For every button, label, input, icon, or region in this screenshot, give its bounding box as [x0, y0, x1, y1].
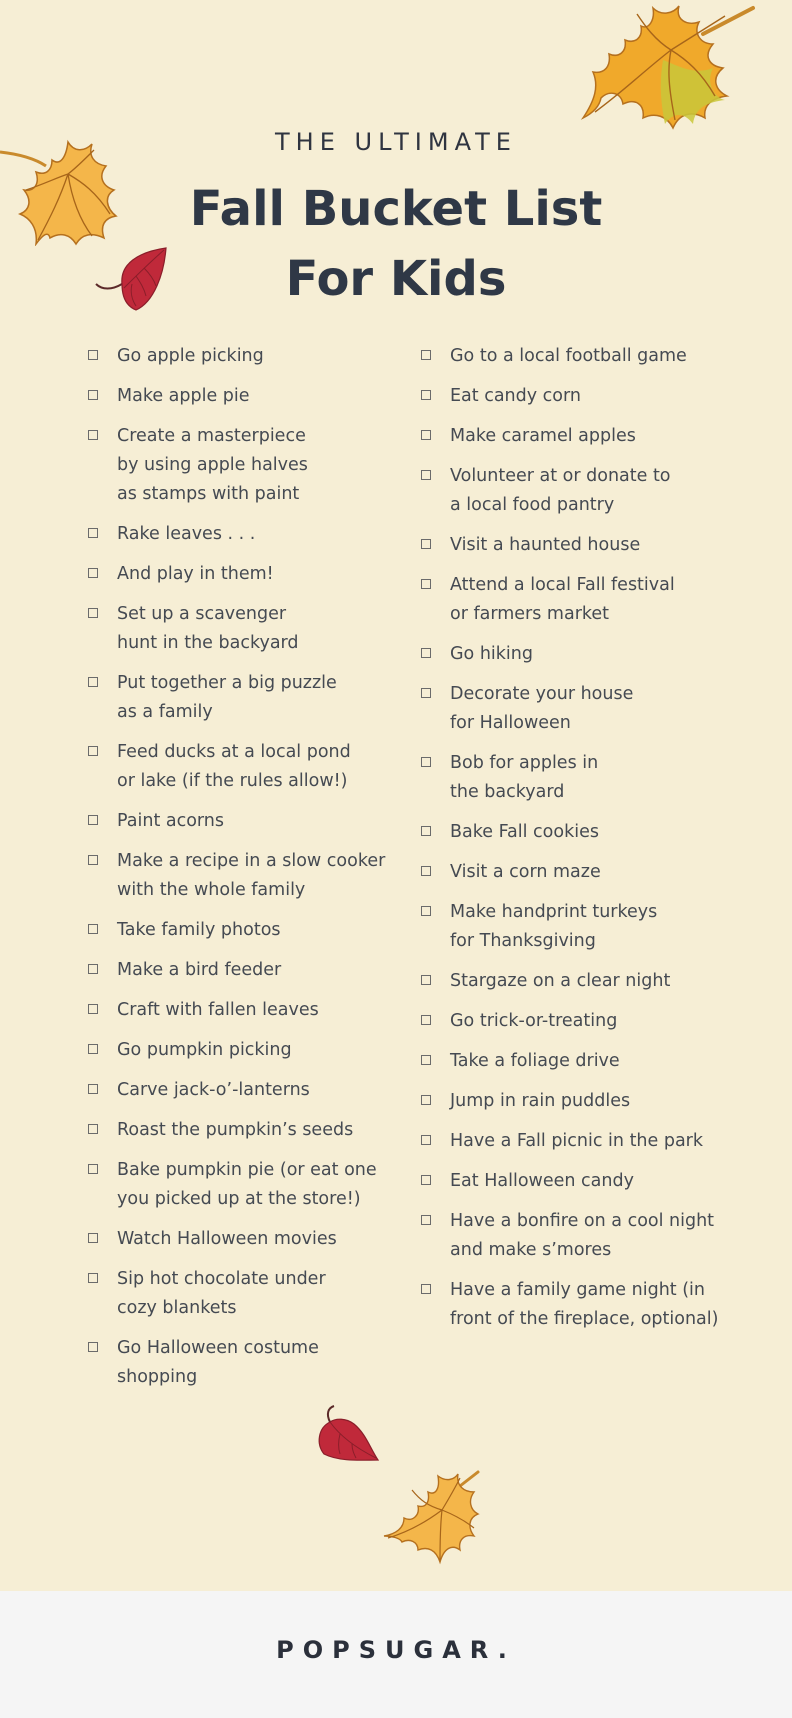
- checklist-item[interactable]: Attend a local Fall festival or farmers market: [421, 571, 761, 629]
- checkbox-icon[interactable]: [88, 746, 98, 756]
- checkbox-icon[interactable]: [88, 1233, 98, 1243]
- checklist-item[interactable]: Visit a corn maze: [421, 858, 761, 887]
- checkbox-icon[interactable]: [421, 1015, 431, 1025]
- checkbox-icon[interactable]: [421, 390, 431, 400]
- checkbox-icon[interactable]: [421, 1055, 431, 1065]
- checklist-item[interactable]: Eat candy corn: [421, 382, 761, 411]
- checkbox-icon[interactable]: [421, 866, 431, 876]
- checklist-item[interactable]: Have a family game night (in front of the fireplace, optional): [421, 1276, 761, 1334]
- checkbox-icon[interactable]: [421, 826, 431, 836]
- checklist-item[interactable]: Go apple picking: [88, 342, 388, 371]
- checkbox-icon[interactable]: [88, 677, 98, 687]
- checkbox-icon[interactable]: [421, 1284, 431, 1294]
- checklist-item[interactable]: Go pumpkin picking: [88, 1036, 388, 1065]
- checklist-item[interactable]: Go trick-or-treating: [421, 1007, 761, 1036]
- checklist-item[interactable]: Go Halloween costume shopping: [88, 1334, 388, 1392]
- checklist-item[interactable]: Bake Fall cookies: [421, 818, 761, 847]
- checkbox-icon[interactable]: [421, 975, 431, 985]
- checklist-item[interactable]: Roast the pumpkin’s seeds: [88, 1116, 388, 1145]
- page-title: [0, 174, 792, 314]
- checklist-item[interactable]: Watch Halloween movies: [88, 1225, 388, 1254]
- checkbox-icon[interactable]: [88, 924, 98, 934]
- checkbox-icon[interactable]: [88, 815, 98, 825]
- checkbox-icon[interactable]: [88, 568, 98, 578]
- checkbox-icon[interactable]: [88, 608, 98, 618]
- checkbox-icon[interactable]: [421, 688, 431, 698]
- checklist-item[interactable]: Set up a scavenger hunt in the backyard: [88, 600, 388, 658]
- checkbox-icon[interactable]: [421, 1215, 431, 1225]
- checklist-item[interactable]: Create a masterpiece by using apple halves as stamps with paint: [88, 422, 388, 509]
- checkbox-icon[interactable]: [88, 1124, 98, 1134]
- checklist-right-column: [421, 342, 761, 1345]
- checklist-item[interactable]: Make a recipe in a slow cooker with the whole family: [88, 847, 388, 905]
- checklist-item[interactable]: Rake leaves . . .: [88, 520, 388, 549]
- checklist-item[interactable]: Eat Halloween candy: [421, 1167, 761, 1196]
- brand-logo[interactable]: POPSUGAR.: [276, 1636, 516, 1664]
- checkbox-icon[interactable]: [88, 1273, 98, 1283]
- checkbox-icon[interactable]: [88, 964, 98, 974]
- maple-leaf-icon: [575, 0, 760, 140]
- checklist-left-column: [88, 342, 388, 1403]
- checkbox-icon[interactable]: [88, 855, 98, 865]
- checkbox-icon[interactable]: [88, 528, 98, 538]
- checklist-item[interactable]: Feed ducks at a local pond or lake (if the rules allow!): [88, 738, 388, 796]
- checklist-item[interactable]: Sip hot chocolate under cozy blankets: [88, 1265, 388, 1323]
- checklist-item[interactable]: And play in them!: [88, 560, 388, 589]
- checklist-item[interactable]: Have a bonfire on a cool night and make s’mores: [421, 1207, 761, 1265]
- checklist-item[interactable]: Carve jack-o’-lanterns: [88, 1076, 388, 1105]
- checklist-item[interactable]: Paint acorns: [88, 807, 388, 836]
- checkbox-icon[interactable]: [421, 757, 431, 767]
- checklist-item[interactable]: Volunteer at or donate to a local food pantry: [421, 462, 761, 520]
- checkbox-icon[interactable]: [88, 1004, 98, 1014]
- checklist-item[interactable]: Put together a big puzzle as a family: [88, 669, 388, 727]
- checkbox-icon[interactable]: [421, 470, 431, 480]
- checklist-item[interactable]: Make handprint turkeys for Thanksgiving: [421, 898, 761, 956]
- title-line-2: For Kids: [285, 251, 507, 307]
- checkbox-icon[interactable]: [88, 430, 98, 440]
- checklist-item[interactable]: Stargaze on a clear night: [421, 967, 761, 996]
- checkbox-icon[interactable]: [421, 539, 431, 549]
- checkbox-icon[interactable]: [421, 579, 431, 589]
- checklist-item[interactable]: Jump in rain puddles: [421, 1087, 761, 1116]
- checkbox-icon[interactable]: [421, 648, 431, 658]
- checkbox-icon[interactable]: [88, 1044, 98, 1054]
- checklist-item[interactable]: Bake pumpkin pie (or eat one you picked up at the store!): [88, 1156, 388, 1214]
- eyebrow-text: THE ULTIMATE: [275, 128, 517, 156]
- checkbox-icon[interactable]: [88, 390, 98, 400]
- checklist-item[interactable]: Decorate your house for Halloween: [421, 680, 761, 738]
- checklist-item[interactable]: Visit a haunted house: [421, 531, 761, 560]
- checkbox-icon[interactable]: [88, 1164, 98, 1174]
- checkbox-icon[interactable]: [88, 1342, 98, 1352]
- checkbox-icon[interactable]: [421, 1095, 431, 1105]
- checklist-item[interactable]: Take family photos: [88, 916, 388, 945]
- checklist-item[interactable]: Make apple pie: [88, 382, 388, 411]
- checkbox-icon[interactable]: [88, 350, 98, 360]
- checkbox-icon[interactable]: [421, 1175, 431, 1185]
- red-leaf-icon: [316, 1404, 382, 1464]
- checklist-item[interactable]: Make a bird feeder: [88, 956, 388, 985]
- checkbox-icon[interactable]: [421, 350, 431, 360]
- checklist-item[interactable]: Craft with fallen leaves: [88, 996, 388, 1025]
- checklist-item[interactable]: Bob for apples in the backyard: [421, 749, 761, 807]
- checklist-item[interactable]: Make caramel apples: [421, 422, 761, 451]
- checklist-item[interactable]: Take a foliage drive: [421, 1047, 761, 1076]
- checkbox-icon[interactable]: [88, 1084, 98, 1094]
- checkbox-icon[interactable]: [421, 430, 431, 440]
- checkbox-icon[interactable]: [421, 906, 431, 916]
- checklist-item[interactable]: Go hiking: [421, 640, 761, 669]
- title-line-1: Fall Bucket List: [189, 181, 603, 237]
- checklist-item[interactable]: Go to a local football game: [421, 342, 761, 371]
- maple-leaf-icon: [382, 1470, 482, 1566]
- checklist-item[interactable]: Have a Fall picnic in the park: [421, 1127, 761, 1156]
- checkbox-icon[interactable]: [421, 1135, 431, 1145]
